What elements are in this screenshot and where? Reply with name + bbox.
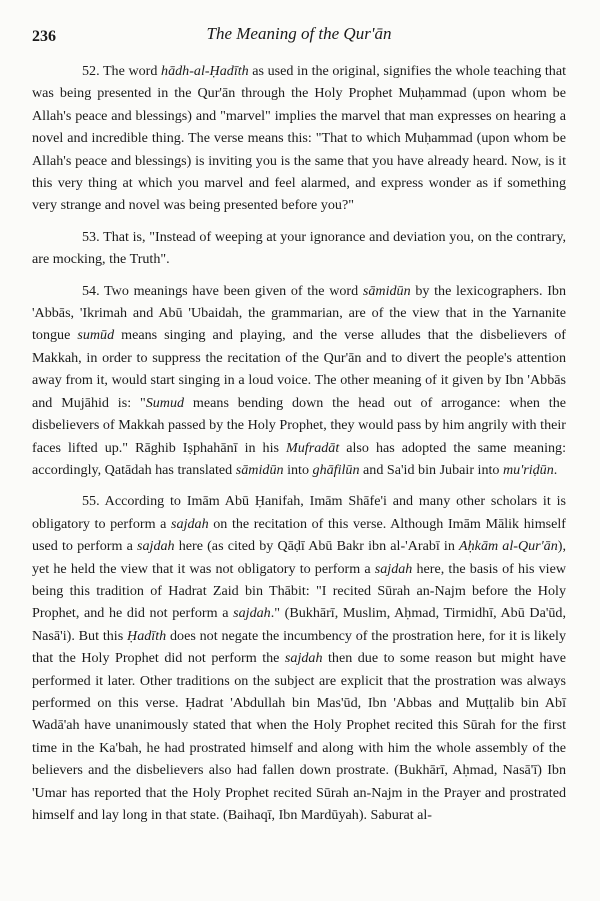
text-run: here (as cited by Qāḍī Abū Bakr ibn al-'Arabī in: [174, 538, 460, 555]
italic-term: Ḥadīth: [127, 627, 167, 644]
text-run: means singing and playing, and the verse alludes that the disbelievers of Makkah, in order to suppress the recitation of the Qur'ān and to divert the people's attention away from it, would start singing in a loud voice. The other meaning of it given by Ibn 'Abbās and Mujāhid is: ": [32, 327, 566, 411]
italic-term: ghāfilūn: [312, 461, 360, 478]
page-body: [32, 60, 566, 826]
text-run: means bending down the head out of arrogance: when the disbelievers of Makkah passed by the Holy Prophet, they would pass by him angrily with their faces lifted up." Rāghib Iṣphahānī in his: [32, 394, 566, 456]
italic-term: Aḥkām al-Qur'ān: [459, 538, 558, 555]
text-run: into: [283, 461, 313, 478]
page-number: 236: [32, 28, 56, 45]
text-run: 53. That is, "Instead of weeping at your ignorance and deviation you, on the contrary, are mocking, the Truth".: [32, 228, 566, 268]
text-run: does not negate the incumbency of the prostration here, for it is likely that the Holy Prophet did not perform the: [32, 627, 566, 667]
page-header: [32, 22, 566, 52]
footnote-note-53: [32, 226, 566, 271]
italic-term: sumūd: [77, 327, 115, 344]
footnote-note-52: [32, 60, 566, 217]
italic-term: sajdah: [374, 560, 413, 577]
footnote-note-55: [32, 490, 566, 826]
text-run: ." (Bukhārī, Muslim, Aḥmad, Tirmidhī, Abū Da'ūd, Nasā'i). But this: [32, 605, 566, 644]
italic-term: Sumud: [145, 394, 185, 411]
italic-term: sajdah: [171, 515, 209, 532]
text-run: and Sa'id bin Jubair into: [359, 461, 503, 478]
italic-term: mu'riḍūn: [502, 461, 554, 478]
text-run: 52. The word: [82, 63, 162, 79]
text-run: .: [553, 461, 558, 478]
italic-term: sajdah: [233, 605, 271, 622]
text-run: 55. According to Imām Abū Ḥanifah, Imām Shāfe'i and many other scholars it is obligatory to perform a: [32, 493, 566, 532]
italic-term: sāmidūn: [235, 461, 284, 478]
italic-term: sajdah: [137, 538, 175, 555]
italic-term: hādh-al-Ḥadīth: [161, 63, 249, 79]
footnote-note-54: [32, 280, 566, 482]
text-run: on the recitation of this verse. Although Imām Mālik himself used to perform a: [32, 515, 567, 555]
text-run: ), yet he held the view that it was not obligatory to perform a: [32, 538, 566, 577]
italic-term: sajdah: [284, 650, 323, 667]
text-run: 54. Two meanings have been given of the word: [82, 282, 363, 299]
italic-term: Mufradāt: [286, 439, 340, 456]
text-run: also has adopted the same meaning: accordingly, Qatādah has translated: [32, 439, 566, 478]
running-title: The Meaning of the Qur'ān: [206, 24, 392, 43]
text-run: as used in the original, signifies the whole teaching that was being presented in the Qur'ān through the Holy Prophet Muḥammad (upon whom be Allah's peace and blessings) and "marvel" implies the marvel that man expresses on hearing a novel and incredible thing. The verse means this: "That to which Muḥammad (upon whom be Allah's peace and blessings) is inviting you is the same that you have already heard. Now, is it this very thing at which you marvel and feel alarmed, and express wonder as if something very strange and novel was being presented before you?": [32, 63, 566, 214]
text-run: by the lexicographers. Ibn 'Abbās, 'Ikrimah and Abū 'Ubaidah, the grammarian, are of the view that in the Yarnanite tongue: [32, 282, 566, 344]
text-run: then due to some reason but might have performed it later. Other traditions on the subject are explicit that the prostration was always performed on this verse. Ḥadrat 'Abdullah bin Mas'ūd, Ibn 'Abbas and Muṭṭalib bin Abī Wadā'ah have unanimously stated that when the Holy Prophet recited this Sūrah for the first time in the Ka'bah, he had prostrated himself and along with him the whole assembly of the believers and the disbelievers also had fallen down prostrate. (Bukhārī, Aḥmad, Nasā'ī) Ibn 'Umar has reported that the Holy Prophet recited Sūrah an-Najm in the Prayer and prostrated himself and lay long in that state. (Baihaqī, Ibn Mardūyah). Saburat al-: [32, 650, 566, 823]
text-run: here, the basis of his view being this tradition of Hadrat Zaid bin Thābit: "I recited Sūrah an-Najm before the Holy Prophet, and he did not perform a: [32, 560, 567, 622]
italic-term: sāmidūn: [362, 282, 411, 299]
